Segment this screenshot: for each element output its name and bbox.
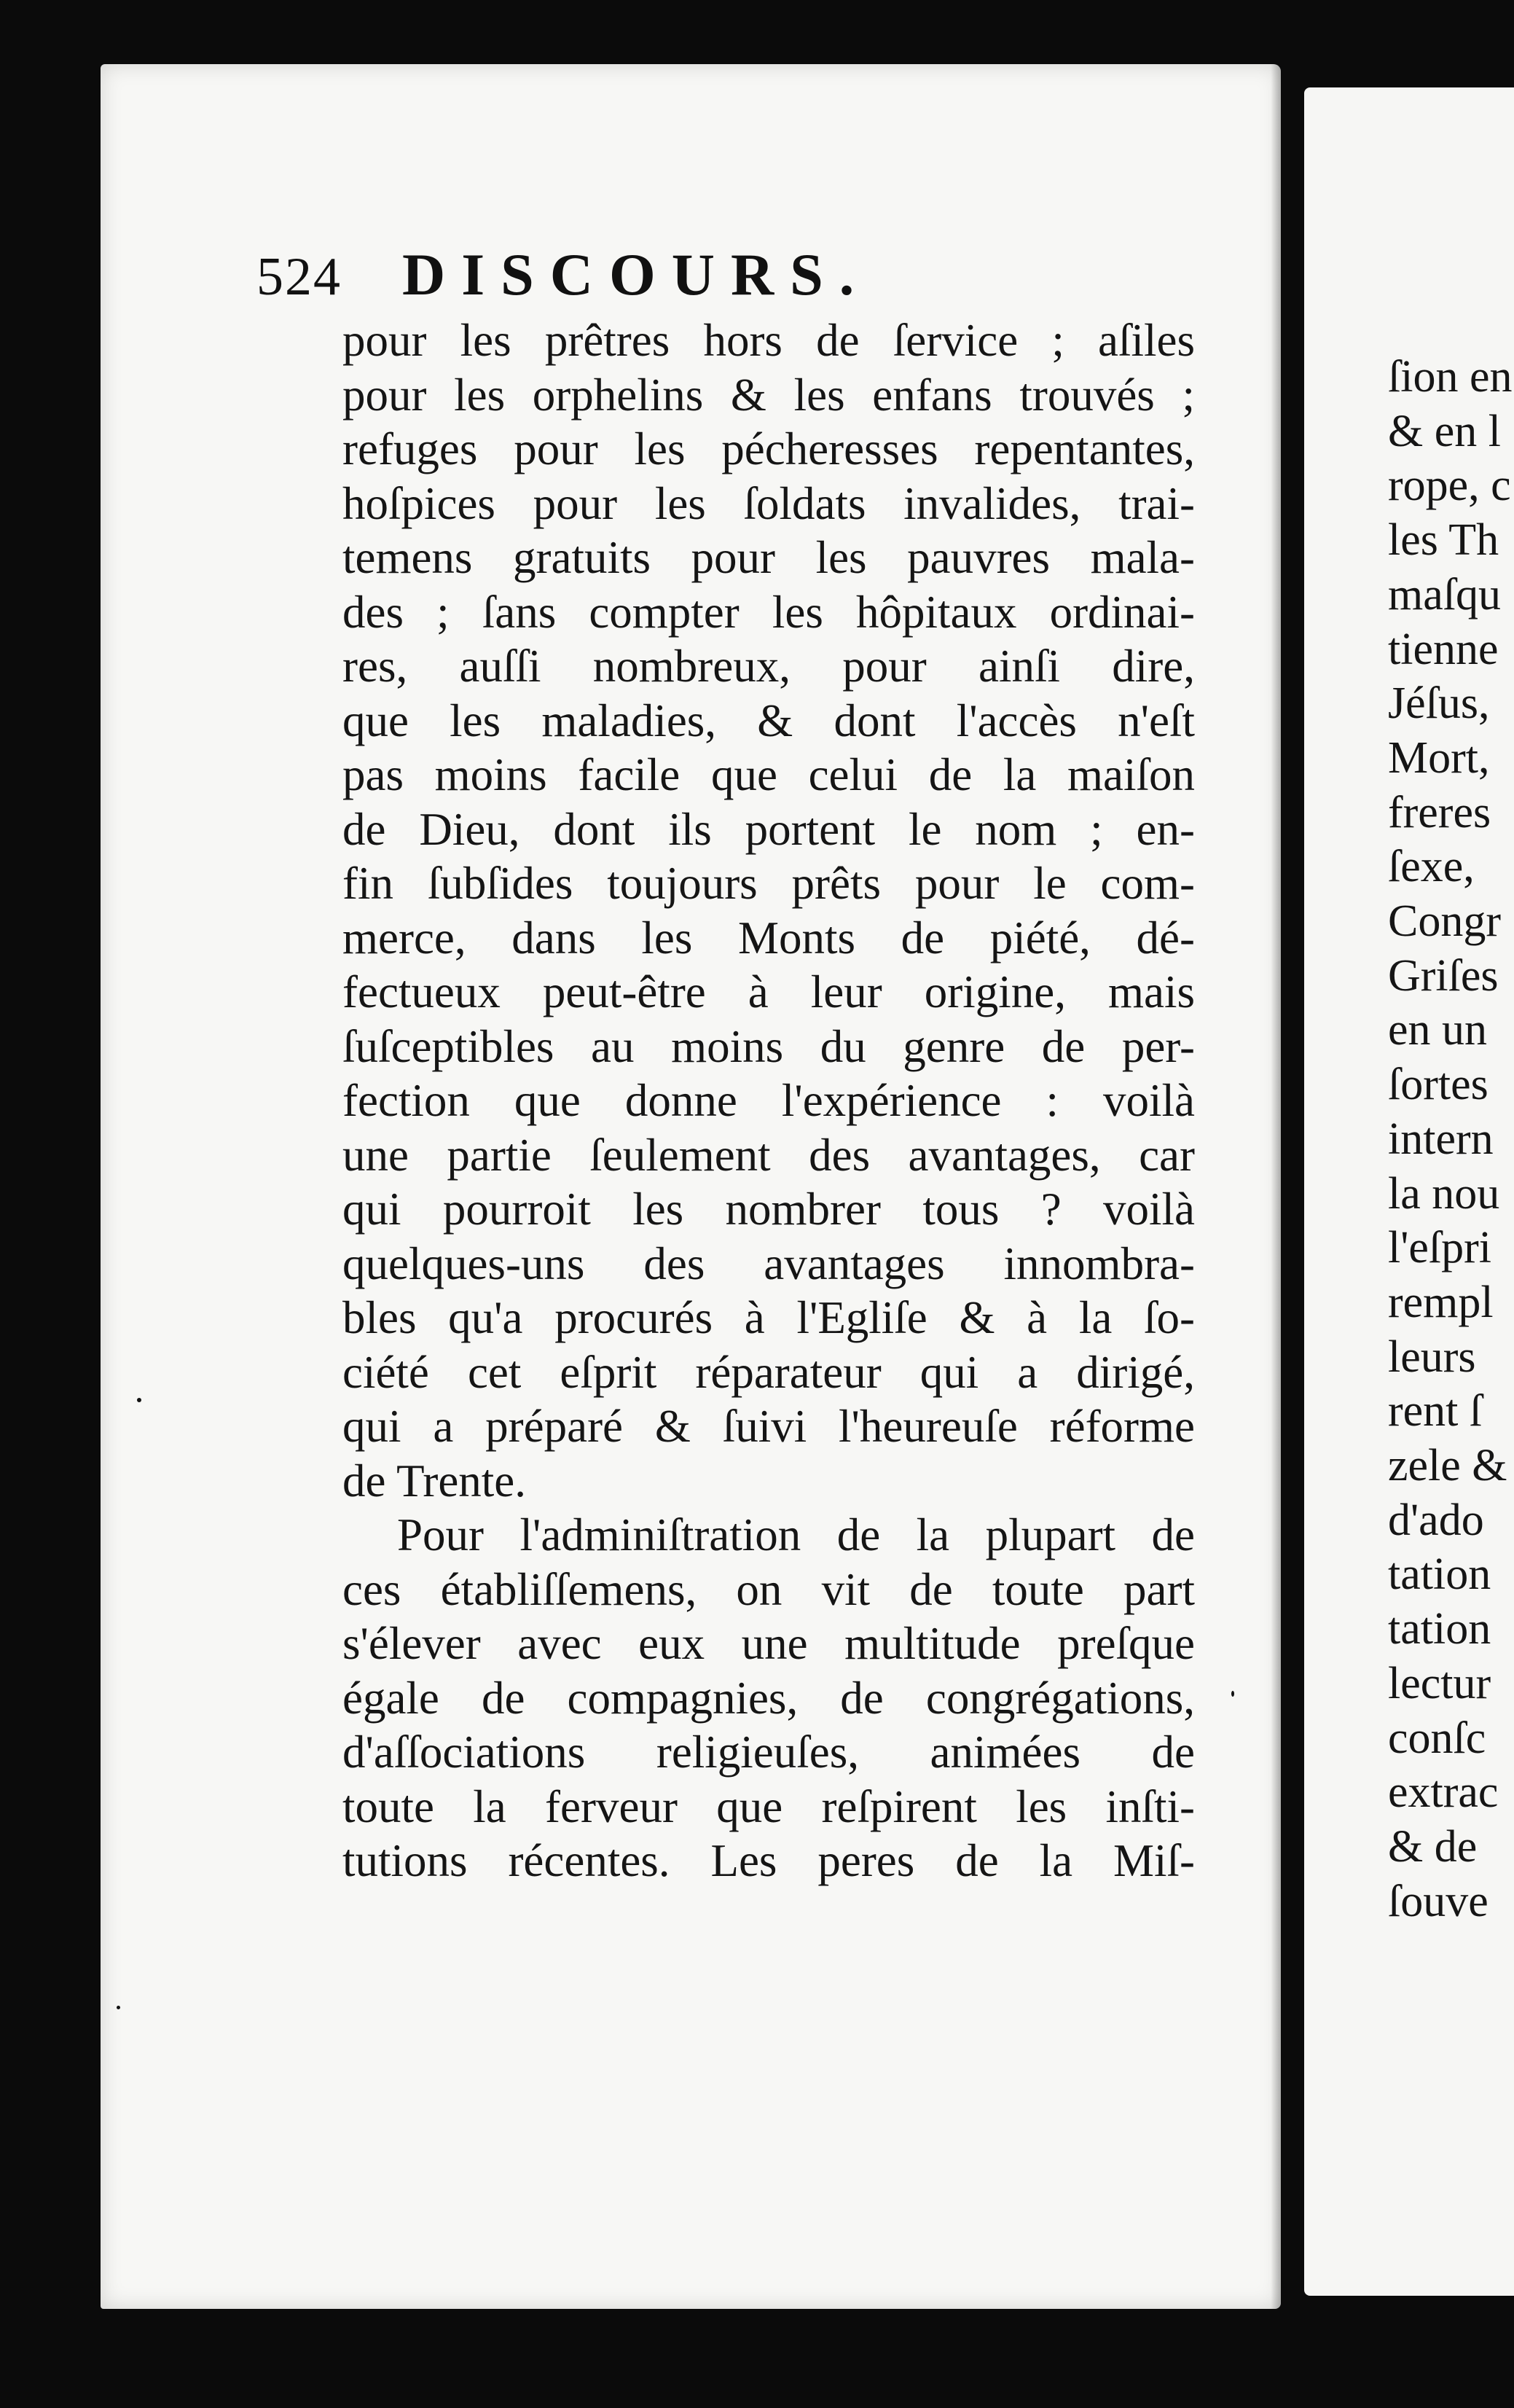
speck [1231,1691,1234,1697]
text-line: intern [1388,1114,1494,1164]
text-line: hoſpices pour les ſoldats invalides, trai- [342,477,1195,529]
text-line: freres [1388,787,1491,837]
text-line: extrac [1388,1767,1499,1818]
text-line: tienne [1388,624,1499,674]
text-line: d'aſſociations religieuſes, animées de [342,1727,1195,1778]
running-head [256,241,870,309]
text-line: & en l [1388,406,1501,456]
text-line: merce, dans les Monts de piété, dé- [342,912,1195,963]
text-line: rent ſ [1388,1386,1483,1436]
text-line: Mort, [1388,732,1490,783]
text-line: en un [1388,1005,1488,1055]
speck [117,2006,120,2009]
text-line: fectueux peut-être à leur origine, mais [342,966,1195,1017]
left-page-body [342,313,1195,1888]
text-line: fin ſubſides toujours prêts pour le com- [342,858,1195,909]
text-line: que les maladies, & dont l'accès n'eſt [342,695,1195,746]
text-line: des ; ſans compter les hôpitaux ordinai- [342,586,1195,638]
text-line: Griſes [1388,950,1499,1001]
text-line: les Th [1388,515,1499,566]
text-line: d'ado [1388,1495,1484,1545]
text-line: pour les prêtres hors de ſervice ; aſiles [342,315,1195,366]
text-line: pas moins facile que celui de la maiſon [342,749,1195,800]
text-line: la nou [1388,1168,1500,1219]
text-line: ciété cet eſprit réparateur qui a dirigé, [342,1346,1195,1398]
text-line: rope, c [1388,461,1511,511]
paragraph-start-line: Pour l'adminiſtration de la plupart de [397,1509,1195,1560]
text-line: zele & [1388,1441,1507,1491]
text-line: tation [1388,1604,1491,1654]
text-line: ſortes [1388,1060,1488,1110]
text-line: maſqu [1388,569,1501,619]
text-line: refuges pour les pécheresses repentantes, [342,423,1195,474]
text-line: conſc [1388,1713,1486,1763]
text-line: fection que donne l'expérience : voilà [342,1075,1195,1126]
text-line: Jéſus, [1388,679,1490,729]
text-line: ſion en [1388,352,1513,402]
text-line: ſexe, [1388,842,1475,892]
text-line: une partie ſeulement des avantages, car [342,1129,1195,1181]
text-line: égale de compagnies, de congrégations, [342,1672,1195,1724]
text-line: res, auſſi nombreux, pour ainſi dire, [342,641,1195,692]
text-line: bles qu'a procurés à l'Egliſe & à la ſo- [342,1292,1195,1343]
text-line: de Dieu, dont ils portent le nom ; en- [342,803,1195,855]
speck [137,1398,141,1402]
text-line: de Trente. [342,1455,526,1506]
text-line: s'élever avec eux une multitude preſque [342,1618,1195,1669]
text-line: ſouve [1388,1876,1488,1926]
text-line: Congr [1388,896,1501,947]
text-line: pour les orphelins & les enfans trouvés ; [342,369,1195,421]
text-line: & de [1388,1821,1478,1872]
text-line: toute la ferveur que reſpirent les inſti- [342,1780,1195,1832]
text-line: temens gratuits pour les pauvres mala- [342,532,1195,583]
text-line: l'eſpri [1388,1223,1492,1273]
text-line: qui pourroit les nombrer tous ? voilà [342,1184,1195,1235]
text-line: ces établiſſemens, on vit de toute part [342,1563,1195,1615]
running-title: DISCOURS. [402,241,871,308]
text-line: tutions récentes. Les peres de la Miſ- [342,1835,1195,1886]
right-page-body [1388,350,1514,1928]
text-line: lectur [1388,1658,1491,1708]
page-number: 524 [256,247,342,307]
text-line: qui a préparé & ſuivi l'heureuſe réforme [342,1401,1195,1452]
text-line: rempl [1388,1277,1494,1327]
text-line: tation [1388,1549,1491,1600]
text-line: quelques-uns des avantages innombra- [342,1238,1195,1289]
text-line: leurs [1388,1332,1476,1382]
text-line: ſuſceptibles au moins du genre de per- [342,1020,1195,1072]
